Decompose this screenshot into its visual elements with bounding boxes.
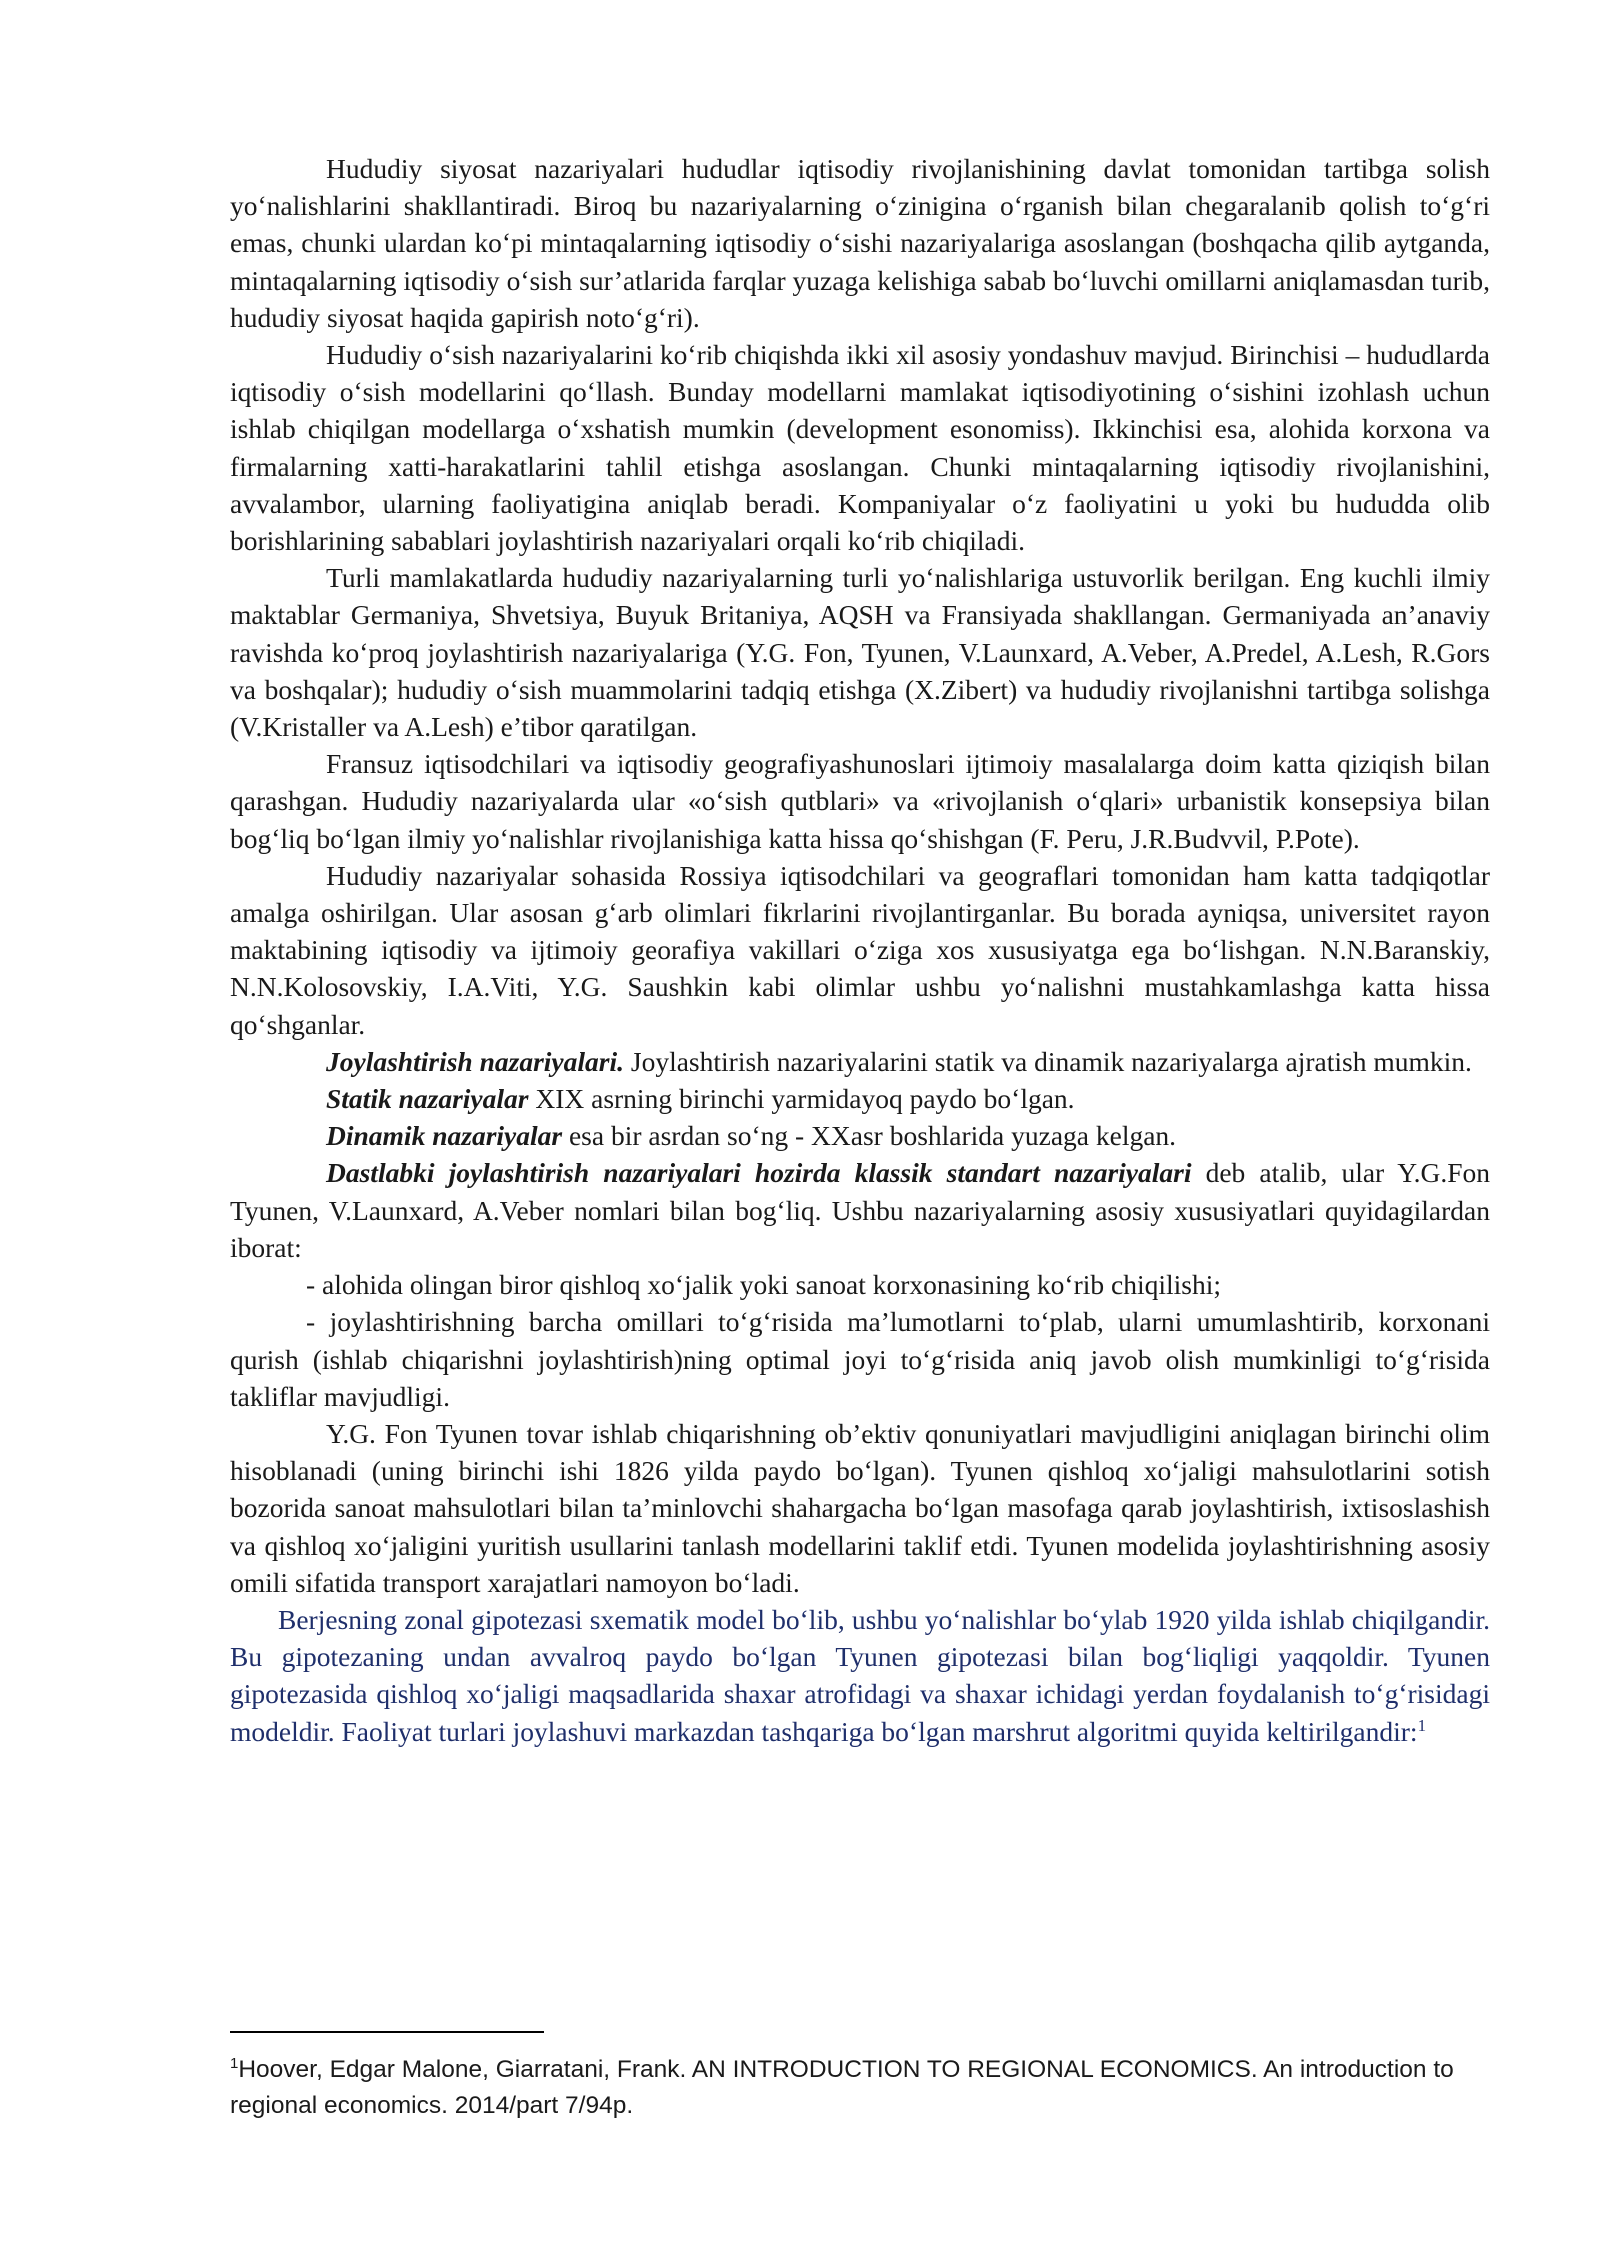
list-item: - joylashtirishning barcha omillari to‘g‘risida ma’lumotlarni to‘plab, ularni umumlashtirib, korxonani qurish (ishlab chiqarishni joylashtirish)ning optimal joyi to‘g‘risida aniq javob olish mumkinligi to‘g‘risida takliflar mavjudligi.: [230, 1306, 1490, 1412]
paragraph: Hududiy o‘sish nazariyalarini ko‘rib chiqishda ikki xil asosiy yondashuv mavjud. Birinchisi – hududlarda iqtisodiy o‘sish modellarini qo‘llash. Bunday modellarni mamlakat iqtisodiyotining o‘sishini izohlash uchun ishlab chiqilgan modellarga o‘xshatish mumkin (development esonomiss). Ikkinchisi esa, alohida korxona va firmalarning xatti-harakatlarini tahlil etishga asoslangan. Chunki mintaqalarning iqtisodiy rivojlanishini, avvalambor, ularning faoliyatigina aniqlab beradi. Kompaniyalar o‘z faoliyatini u yoki bu hududda olib borishlarining sabablari joylashtirish nazariyalari orqali ko‘rib chiqiladi.: [230, 339, 1490, 557]
paragraph-burgess: [230, 1601, 1490, 1750]
paragraph-dynamic-theories: [230, 1117, 1490, 1154]
footnote: [230, 2052, 1500, 2124]
footnote-reference[interactable]: 1: [1417, 1715, 1427, 1735]
term-heading: Dinamik nazariyalar: [326, 1120, 563, 1152]
paragraph-text: XIX asrning birinchi yarmidayoq paydo bo‘lgan.: [528, 1083, 1075, 1115]
footnote-text: Hoover, Edgar Malone, Giarratani, Frank. AN INTRODUCTION TO REGIONAL ECONOMICS. An introduction to regional economics. 2014/part 7/94p.: [230, 2056, 1454, 2119]
paragraph-text: esa bir asrdan so‘ng - XXasr boshlarida yuzaga kelgan.: [562, 1120, 1177, 1152]
paragraph-static-theories: [230, 1080, 1490, 1117]
paragraph-location-theories: [230, 1043, 1490, 1080]
term-heading: Joylashtirish nazariyalari.: [326, 1045, 624, 1077]
footnote-separator: [230, 2031, 544, 2033]
paragraph: Turli mamlakatlarda hududiy nazariyalarning turli yo‘nalishlariga ustuvorlik berilgan. Eng kuchli ilmiy maktablar Germaniya, Shvetsiya, Buyuk Britaniya, AQSH va Fransiyada shakllangan. Germaniyada an’anaviy ravishda ko‘proq joylashtirish nazariyalariga (Y.G. Fon, Tyunen, V.Launxard, A.Veber, A.Predel, A.Lesh, R.Gors va boshqalar); hududiy o‘sish muammolarini tadqiq etishga (X.Zibert) va hududiy rivojlanishni tartibga solishga (V.Kristaller va A.Lesh) e’tibor qaratilgan.: [230, 562, 1490, 743]
footnote-mark: 1: [230, 2054, 239, 2072]
term-heading: Dastlabki joylashtirish nazariyalari hozirda klassik standart nazariyalari: [326, 1157, 1192, 1189]
paragraph-text: Berjesning zonal gipotezasi sxematik model bo‘lib, ushbu yo‘nalishlar bo‘ylab 1920 yilda ishlab chiqilgandir. Bu gipotezaning undan avvalroq paydo bo‘lgan Tyunen gipotezasi bilan bog‘liqligi yaqqoldir. Tyunen gipotezasida qishloq xo‘jaligi maqsadlarida shaxar atrofidagi va shaxar ichidagi yerdan foydalanish to‘g‘risidagi modeldir. Faoliyat turlari joylashuvi markazdan tashqariga bo‘lgan marshrut algoritmi quyida keltirilgandir:: [230, 1603, 1490, 1747]
paragraph: Hududiy nazariyalar sohasida Rossiya iqtisodchilari va geograflari tomonidan ham katta tadqiqotlar amalga oshirilgan. Ular asosan g‘arb olimlari fikrlarini rivojlantirganlar. Bu borada ayniqsa, universitet rayon maktabining iqtisodiy va ijtimoiy georafiya vakillari o‘ziga xos xususiyatga ega bo‘lishgan. N.N.Baranskiy, N.N.Kolosovskiy, I.A.Viti, Y.G. Saushkin kabi olimlar ushbu yo‘nalishni mustahkamlashga katta hissa qo‘shganlar.: [230, 859, 1490, 1040]
paragraph: Fransuz iqtisodchilari va iqtisodiy geografiyashunoslari ijtimoiy masalalarga doim katta qiziqish bilan qarashgan. Hududiy nazariyalarda ular «o‘sish qutblari» va «rivojlanish o‘qlari» urbanistik konsepsiya bilan bog‘liq bo‘lgan ilmiy yo‘nalishlar rivojlanishiga katta hissa qo‘shishgan (F. Peru, J.R.Budvvil, P.Pote).: [230, 748, 1490, 854]
paragraph-text: Joylashtirish nazariyalarini statik va dinamik nazariyalarga ajratish mumkin.: [624, 1045, 1472, 1077]
term-heading: Statik nazariyalar: [326, 1083, 529, 1115]
document-body: [230, 150, 1490, 1750]
paragraph: Y.G. Fon Tyunen tovar ishlab chiqarishning ob’ektiv qonuniyatlari mavjudligini aniqlagan birinchi olim hisoblanadi (uning birinchi ishi 1826 yilda paydo bo‘lgan). Tyunen qishloq xo‘jaligi mahsulotlarini sotish bozorida sanoat mahsulotlari bilan ta’minlovchi shahargacha bo‘lgan masofaga qarab joylashtirish, ixtisoslashish va qishloq xo‘jaligini yuritish usullarini tanlash modellarini taklif etdi. Tyunen modelida joylashtirishning asosiy omili sifatida transport xarajatlari namoyon bo‘ladi.: [230, 1417, 1490, 1598]
paragraph-classic-theories: [230, 1154, 1490, 1266]
paragraph: Hududiy siyosat nazariyalari hududlar iqtisodiy rivojlanishining davlat tomonidan tartibga solish yo‘nalishlarini shakllantiradi. Biroq bu nazariyalarning o‘zinigina o‘rganish bilan chegaralanib qolish to‘g‘ri emas, chunki ulardan ko‘pi mintaqalarning iqtisodiy o‘sishi nazariyalariga asoslangan (boshqacha qilib aytganda, mintaqalarning iqtisodiy o‘sish sur’atlarida farqlar yuzaga kelishiga sabab bo‘luvchi omillarni aniqlamasdan turib, hududiy siyosat haqida gapirish noto‘g‘ri).: [230, 153, 1490, 333]
paragraph-text: deb atalib, ular Y.G.Fon Tyunen, V.Launxard, A.Veber nomlari bilan bog‘liq. Ushbu nazariyalarning asosiy xususiyatlari quyidagilardan iborat:: [230, 1157, 1490, 1263]
list-item: - alohida olingan biror qishloq xo‘jalik yoki sanoat korxonasining ko‘rib chiqilishi;: [306, 1269, 1222, 1301]
